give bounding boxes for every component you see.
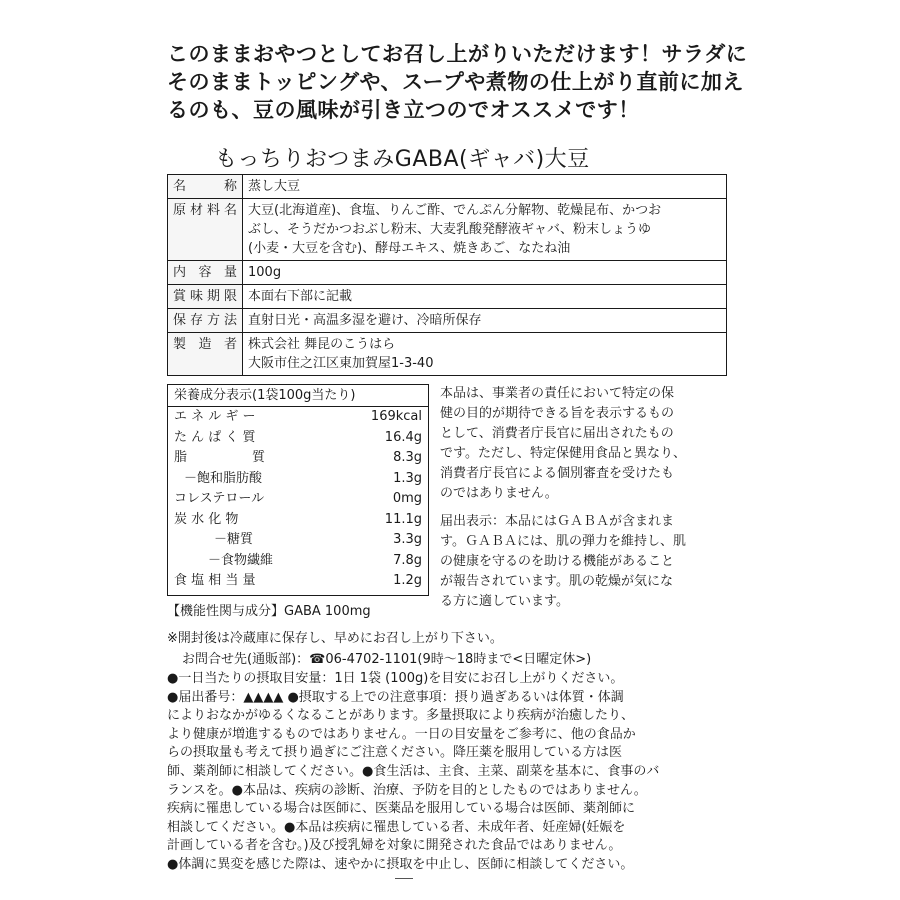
- spec-label: 製造者: [168, 333, 243, 376]
- precaution-line: らの摂取量も考えて摂り過ぎにご注意ください。降圧薬を服用している方は医: [167, 745, 623, 761]
- claim-line: 届出表示：本品にはＧＡＢＡが含まれま: [440, 514, 675, 529]
- nutrition-row: [168, 551, 428, 572]
- precaution-line: ランスを。●本品は、疾病の診断、治療、予防を目的としたものではありません。: [167, 782, 647, 798]
- claim-line: が報告されています。肌の乾燥が気にな: [440, 574, 673, 589]
- spec-value-line: 株式会社 舞昆のこうはら: [248, 337, 396, 352]
- spec-value: [243, 285, 727, 309]
- claim-line: のではありません。: [440, 486, 558, 501]
- table-row: [168, 285, 727, 309]
- spec-value: [243, 333, 727, 376]
- spec-value: [243, 175, 727, 199]
- contact-info: お問合せ先(通販部)：☎06-4702-1101(9時～18時まで<日曜定休>): [182, 652, 592, 667]
- spec-value-line: 本面右下部に記載: [248, 289, 353, 304]
- intro-line: るのも、豆の風味が引き立つのでオススメです！: [167, 98, 640, 122]
- table-row: [168, 175, 727, 199]
- nutrient-value: 7.8g: [393, 552, 422, 568]
- spec-label: 内容量: [168, 261, 243, 285]
- nutrition-row: [168, 510, 428, 531]
- spec-value-line: 100g: [248, 265, 282, 280]
- nutrient-value: 1.2g: [393, 573, 422, 588]
- precaution-line: ●体調に異変を感じた際は、速やかに摂取を中止し、医師に相談してください。: [167, 856, 634, 872]
- nutrition-heading: 栄養成分表示(1袋100g当たり): [168, 385, 428, 407]
- intro-text: [167, 40, 747, 124]
- claim-line: す。ＧＡＢＡには、肌の弾力を維持し、肌: [440, 534, 686, 549]
- spec-table: [167, 174, 727, 376]
- nutrient-name: －糖質: [214, 532, 254, 547]
- precaution-line: 師、薬剤師に相談してください。●食生活は、主食、主菜、副菜を基本に、食事のバ: [167, 763, 660, 779]
- nutrient-name: 食 塩 相 当 量: [174, 573, 256, 588]
- intro-line: そのままトッピングや、スープや煮物の仕上がり直前に加え: [167, 70, 744, 94]
- nutrient-value: 16.4g: [384, 429, 422, 445]
- nutrient-name: －食物繊維: [208, 552, 274, 568]
- spec-label: 保存方法: [168, 309, 243, 333]
- spec-label: 名称: [168, 175, 243, 199]
- spec-value-line: (小麦・大豆を含む)、酵母エキス、焼きあご、なたね油: [248, 241, 571, 256]
- spec-value-line: 直射日光・高温多湿を避け、冷暗所保存: [248, 313, 482, 328]
- product-title: もっちりおつまみGABA(ギャバ)大豆: [215, 147, 590, 172]
- nutrition-row: [168, 571, 428, 592]
- functional-claim: [440, 384, 730, 620]
- nutrition-row: [168, 407, 428, 428]
- nutrient-value: 3.3g: [393, 532, 422, 547]
- spec-value: [243, 309, 727, 333]
- spec-value-line: 蒸し大豆: [248, 179, 301, 194]
- table-row: [168, 333, 727, 376]
- nutrition-row: [168, 428, 428, 449]
- functional-ingredient: 【機能性関与成分】GABA 100mg: [167, 604, 371, 619]
- precaution-line: 相談してください。●本品は疾病に罹患している者、未成年者、妊産婦(妊娠を: [167, 819, 626, 835]
- nutrient-value: 11.1g: [384, 511, 422, 527]
- precaution-line: によりおなかがゆるくなることがあります。多量摂取により疾病が治癒したり、: [167, 708, 634, 724]
- precaution-line: ●一日当たりの摂取目安量：1日 1袋 (100g)を目安にお召し上がりください。: [167, 671, 624, 686]
- notification-paragraph: [440, 512, 730, 612]
- nutrient-value: 8.3g: [393, 450, 422, 465]
- nutrient-value: 1.3g: [393, 470, 422, 486]
- bottom-rule: [395, 878, 413, 879]
- precaution-line: より健康が増進するものではありません。一日の目安量をご参考に、他の食品か: [167, 726, 636, 742]
- claim-line: として、消費者庁長官に届出されたもの: [440, 426, 674, 441]
- nutrient-name: た ん ぱ く 質: [174, 429, 256, 445]
- spec-value-line: 大豆(北海道産)、食塩、りんご酢、でんぷん分解物、乾燥昆布、かつお: [248, 203, 662, 218]
- spec-value: [243, 199, 727, 261]
- nutrient-value: 169kcal: [370, 409, 422, 424]
- nutrient-name: 炭 水 化 物: [174, 511, 239, 527]
- nutrition-row: [168, 448, 428, 469]
- claim-line: の健康を守るのを助ける機能があること: [440, 554, 675, 569]
- table-row: [168, 309, 727, 333]
- table-row: [168, 199, 727, 261]
- storage-note: ※開封後は冷蔵庫に保存し、早めにお召し上がり下さい。: [167, 631, 503, 646]
- claim-line: 消費者庁長官による個別審査を受けたも: [440, 466, 675, 481]
- claim-line: 本品は、事業者の責任において特定の保: [440, 386, 675, 401]
- precautions: [167, 670, 732, 875]
- spec-label: 原材料名: [168, 199, 243, 261]
- nutrition-row: [168, 489, 428, 510]
- precaution-line: 疾病に罹患している場合は医師に、医薬品を服用している場合は医師、薬剤師に: [167, 801, 636, 817]
- claim-line: です。ただし、特定保健用食品と異なり、: [440, 446, 686, 461]
- claim-line: る方に適しています。: [440, 594, 569, 609]
- precaution-line: ●届出番号：▲▲▲▲ ●摂取する上での注意事項：摂り過ぎあるいは体質・体調: [167, 689, 624, 705]
- spec-label: 賞味期限: [168, 285, 243, 309]
- intro-line: このままおやつとしてお召し上がりいただけます！サラダに: [167, 42, 748, 66]
- table-row: [168, 261, 727, 285]
- spec-value: [243, 261, 727, 285]
- nutrient-name: エ ネ ル ギ ー: [174, 409, 256, 424]
- nutrient-value: 0mg: [392, 491, 422, 506]
- precaution-line: 計画している者を含む。)及び授乳婦を対象に開発された食品ではありません。: [167, 838, 622, 854]
- nutrient-name: －飽和脂肪酸: [184, 470, 263, 486]
- nutrient-name: 脂 質: [174, 450, 266, 465]
- spec-value-line: 大阪市住之江区東加賀屋1-3-40: [248, 356, 434, 371]
- claim-paragraph: [440, 384, 730, 504]
- spec-value-line: ぶし、そうだかつおぶし粉末、大麦乳酸発酵液ギャバ、粉末しょうゆ: [248, 222, 652, 237]
- claim-line: 健の目的が期待できる旨を表示するもの: [440, 406, 675, 421]
- nutrient-name: コレステロール: [174, 491, 265, 506]
- nutrition-facts: [167, 384, 429, 596]
- nutrition-row: [168, 469, 428, 490]
- nutrition-row: [168, 530, 428, 551]
